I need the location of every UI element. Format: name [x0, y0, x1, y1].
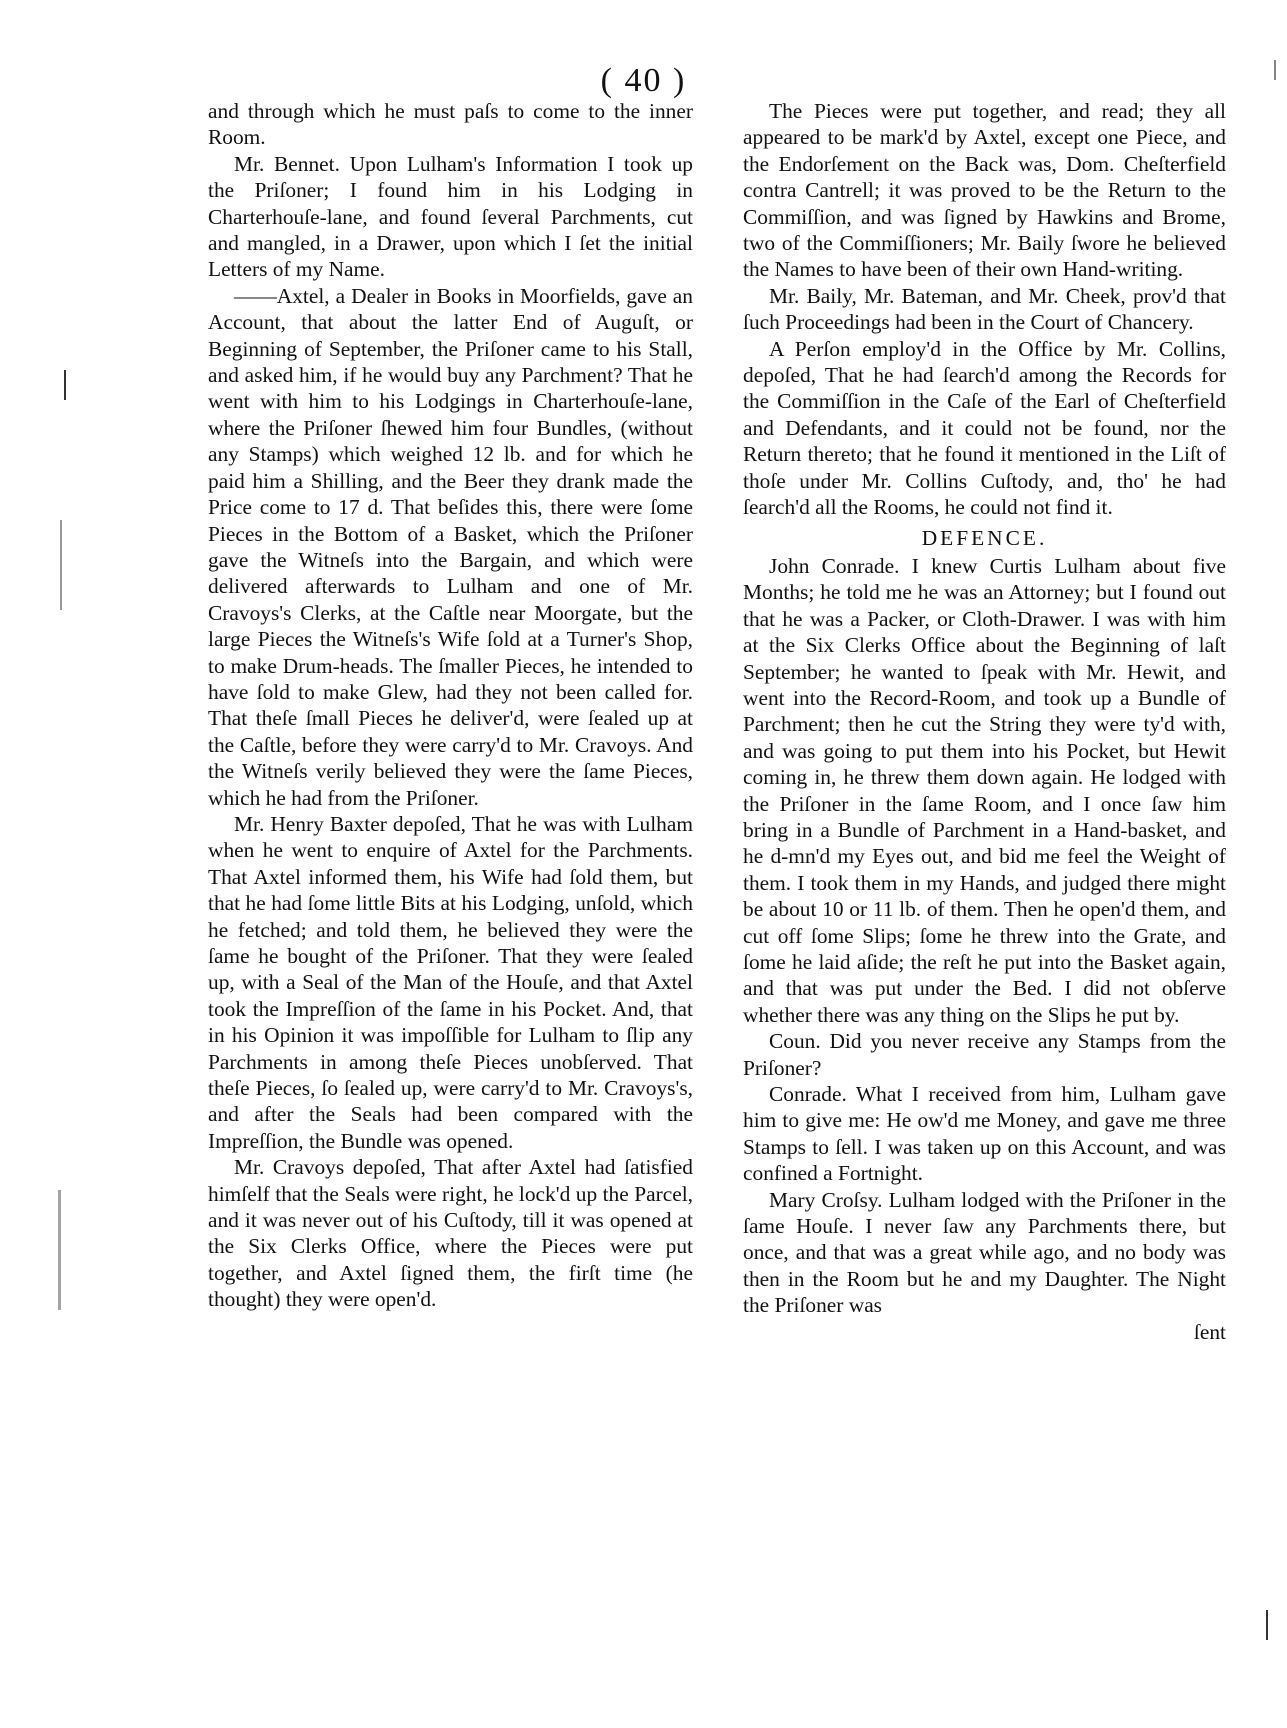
paragraph: Mary Croſsy. Lulham lodged with the Priſoner in the ſame Houſe. I never ſaw any Parchments there, but once, and that was a great while ago, and no body was then in the Room but he and my Daughter. The Night the Priſoner was	[743, 1187, 1226, 1318]
section-heading: DEFENCE.	[921, 525, 1048, 550]
paragraph: Mr. Baily, Mr. Bateman, and Mr. Cheek, prov'd that ſuch Proceedings had been in the Court of Chancery.	[743, 283, 1226, 335]
left-column	[208, 98, 693, 1313]
paragraph: Mr. Henry Baxter depoſed, That he was with Lulham when he went to enquire of Axtel for the Parchments. That Axtel informed them, his Wife had ſold them, but that he had ſome little Bits at his Lodging, unſold, which he fetched; and told them, he believed they were the ſame he bought of the Priſoner. That they were ſealed up, with a Seal of the Man of the Houſe, and that Axtel took the Impreſſion of the ſame in his Pocket. And, that in his Opinion it was impoſſible for Lulham to ſlip any Parchments in among theſe Pieces unobſerved. That theſe Pieces, ſo ſealed up, were carry'd to Mr. Cravoys's, and after the Seals had been compared with the Impreſſion, the Bundle was opened.	[208, 811, 693, 1153]
scan-mark	[1266, 1610, 1268, 1640]
scan-mark	[60, 520, 62, 610]
paragraph: Mr. Bennet. Upon Lulham's Information I took up the Priſoner; I found him in his Lodging in Charterhouſe-lane, and found ſeveral Parchments, cut and mangled, in a Drawer, upon which I ſet the initial Letters of my Name.	[208, 151, 693, 282]
paragraph: ——Axtel, a Dealer in Books in Moorfields, gave an Account, that about the latter End of Auguſt, or Beginning of September, the Priſoner came to his Stall, and asked him, if he would buy any Parchment? That he went with him to his Lodgings in Charterhouſe-lane, where the Priſoner ſhewed him four Bundles, (without any Stamps) which weighed 12 lb. and for which he paid him a Shilling, and the Beer they drank made the Price come to 17 d. That beſides this, there were ſome Pieces in the Bottom of a Basket, which the Priſoner gave the Witneſs into the Bargain, and which were delivered afterwards to Lulham and one of Mr. Cravoys's Clerks, at the Caſtle near Moorgate, but the large Pieces the Witneſs's Wife ſold at a Turner's Shop, to make Drum-heads. The ſmaller Pieces, he intended to have ſold to make Glew, had they not been called for. That theſe ſmall Pieces he deliver'd, were ſealed up at the Caſtle, before they were carry'd to Mr. Cravoys. And the Witneſs verily believed they were the ſame Pieces, which he had from the Priſoner.	[208, 283, 693, 810]
scan-mark	[58, 1190, 61, 1310]
paragraph: Coun. Did you never receive any Stamps from the Priſoner?	[743, 1029, 1226, 1080]
scan-mark	[1274, 60, 1276, 80]
paragraph: Conrade. What I received from him, Lulham gave him to give me: He ow'd me Money, and gave me three Stamps to ſell. I was taken up on this Account, and was confined a Fortnight.	[743, 1082, 1226, 1186]
right-column	[743, 98, 1226, 1345]
paragraph: and through which he must paſs to come to the inner Room.	[208, 99, 693, 150]
catchword: ſent	[1193, 1319, 1226, 1344]
scan-mark	[64, 370, 66, 400]
paragraph: Mr. Cravoys depoſed, That after Axtel had ſatisfied himſelf that the Seals were right, he lock'd up the Parcel, and it was never out of his Cuſtody, till it was opened at the Six Clerks Office, where the Pieces were put together, and Axtel ſigned them, the firſt time (he thought) they were open'd.	[208, 1155, 693, 1312]
paragraph: John Conrade. I knew Curtis Lulham about five Months; he told me he was an Attorney; but I found out that he was a Packer, or Cloth-Drawer. I was with him at the Six Clerks Office about the Beginning of laſt September; he wanted to ſpeak with Mr. Hewit, and went into the Record-Room, and took up a Bundle of Parchment; then he cut the String they were ty'd with, and was going to put them into his Pocket, but Hewit coming in, he threw them down again. He lodged with the Priſoner in the ſame Room, and I once ſaw him bring in a Bundle of Parchment in a Hand-basket, and he d-mn'd my Eyes out, and bid me feel the Weight of them. I took them in my Hands, and judged there might be about 10 or 11 lb. of them. Then he open'd them, and cut off ſome Slips; ſome he threw into the Grate, and ſome he laid aſide; the reſt he put into the Basket again, and that was put under the Bed. I did not obſerve whether there was any thing on the Slips he put by.	[743, 553, 1226, 1027]
paragraph: The Pieces were put together, and read; they all appeared to be mark'd by Axtel, except one Piece, and the Endorſement on the Back was, Dom. Cheſterfield contra Cantrell; it was proved to be the Return to the Commiſſion, and was ſigned by Hawkins and Brome, two of the Commiſſioners; Mr. Baily ſwore he believed the Names to have been of their own Hand-writing.	[743, 99, 1226, 282]
paragraph: A Perſon employ'd in the Office by Mr. Collins, depoſed, That he had ſearch'd among the Records for the Commiſſion in the Caſe of the Earl of Cheſterfield and Defendants, and it could not be found, nor the Return thereto; that he found it mentioned in the Liſt of thoſe under Mr. Collins Cuſtody, and, tho' he had ſearch'd all the Rooms, he could not find it.	[743, 336, 1226, 520]
page-number: ( 40 )	[600, 62, 687, 99]
